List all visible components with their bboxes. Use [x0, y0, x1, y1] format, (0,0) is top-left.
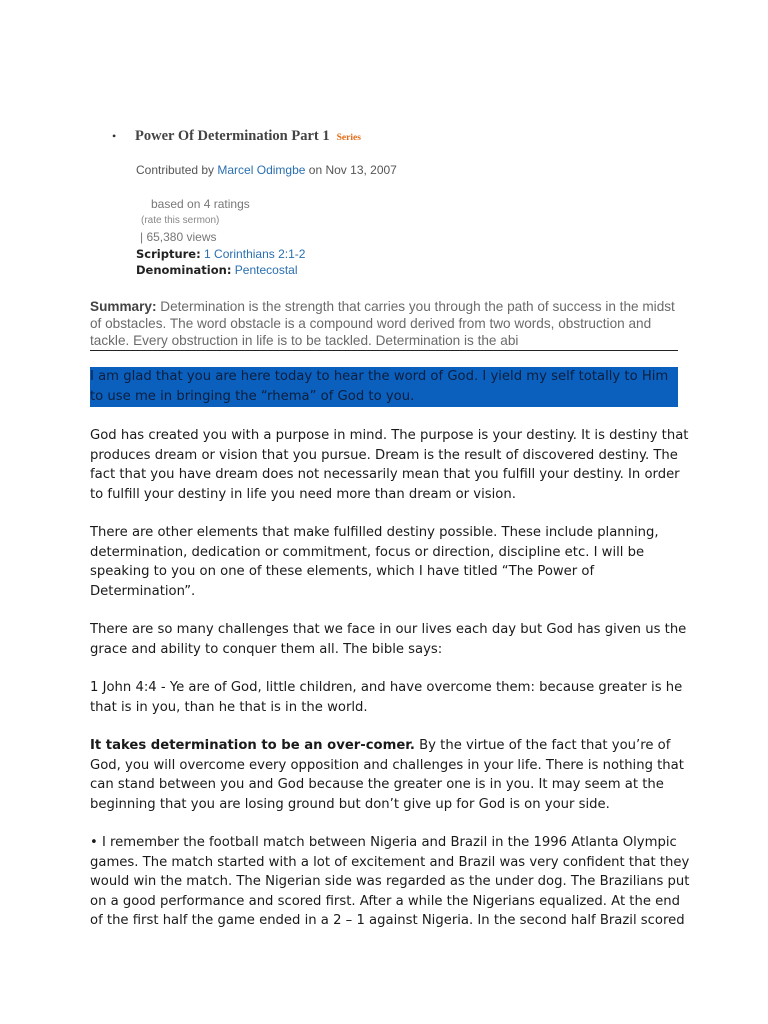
sermon-date: Nov 13, 2007: [325, 163, 397, 177]
paragraph: [90, 736, 690, 814]
denomination-label: Denomination:: [136, 263, 232, 277]
summary-text: Determination is the strength that carries you through the path of success in the midst of obstacles. The word obstacle is a compound word derived from two words, obstruction and tackle. Every obstruction in life is to be tackled. Determination is the abi: [90, 299, 675, 348]
scripture-link[interactable]: 1 Corinthians 2:1-2: [204, 247, 306, 261]
sermon-body: [90, 426, 690, 950]
sermon-title[interactable]: [135, 128, 361, 145]
scripture-label: Scripture:: [136, 247, 201, 261]
denomination-line: [136, 263, 298, 277]
series-badge[interactable]: Series: [336, 133, 361, 143]
denomination-link[interactable]: Pentecostal: [234, 263, 298, 277]
paragraph: There are so many challenges that we face in our lives each day but God has given us the grace and ability to conquer them all. The bible says:: [90, 622, 687, 657]
bible-verse: 1 John 4:4 - Ye are of God, little children, and have overcome them: because greater is he that is in you, than he that is in the world.: [90, 680, 683, 715]
ratings-text: based on 4 ratings: [151, 197, 250, 211]
list-bullet: •: [112, 129, 117, 143]
paragraph: There are other elements that make fulfilled destiny possible. These include planning, determination, dedication or commitment, focus or direction, discipline etc. I will be speaking to you on one of these elements, which I have titled “The Power of Determination”.: [90, 525, 659, 599]
author-link[interactable]: Marcel Odimgbe: [217, 163, 306, 177]
contributor-line: [136, 163, 397, 177]
summary: [90, 298, 678, 351]
view-count: | 65,380 views: [140, 230, 217, 244]
paragraph-rest: By the virtue of the fact that you’re of God, you will overcome every opposition and challenges in your life. There is nothing that can stand between you and God because the greater one is in you. It may seem at the beginning that you are losing ground but don’t give up for God is on your side.: [90, 738, 684, 812]
date-prefix: on: [308, 163, 323, 177]
highlighted-selection[interactable]: I am glad that you are here today to hear the word of God. I yield my self totally to Him to use me in bringing the “rhema” of God to you.: [90, 367, 678, 407]
summary-label: Summary:: [90, 299, 157, 314]
paragraph: God has created you with a purpose in mind. The purpose is your destiny. It is destiny that produces dream or vision that you pursue. Dream is the result of discovered destiny. The fact that you have dream does not necessarily mean that you fulfill your destiny. In order to fulfill your destiny in life you need more than dream or vision.: [90, 428, 689, 502]
sermon-title-text[interactable]: Power Of Determination Part 1: [135, 128, 330, 144]
rate-sermon-link[interactable]: (rate this sermon): [141, 215, 220, 226]
paragraph: • I remember the football match between Nigeria and Brazil in the 1996 Atlanta Olympic games. The match started with a lot of excitement and Brazil was very confident that they would win the match. The Nigerian side was regarded as the under dog. The Brazilians put on a good performance and scored first. After a while the Nigerians equalized. At the end of the first half the game ended in a 2 – 1 against Nigeria. In the second half Brazil scored: [90, 835, 690, 928]
contributed-by-label: Contributed by: [136, 163, 215, 177]
paragraph-lead-bold: It takes determination to be an over-comer.: [90, 738, 415, 753]
scripture-line: [136, 247, 305, 261]
